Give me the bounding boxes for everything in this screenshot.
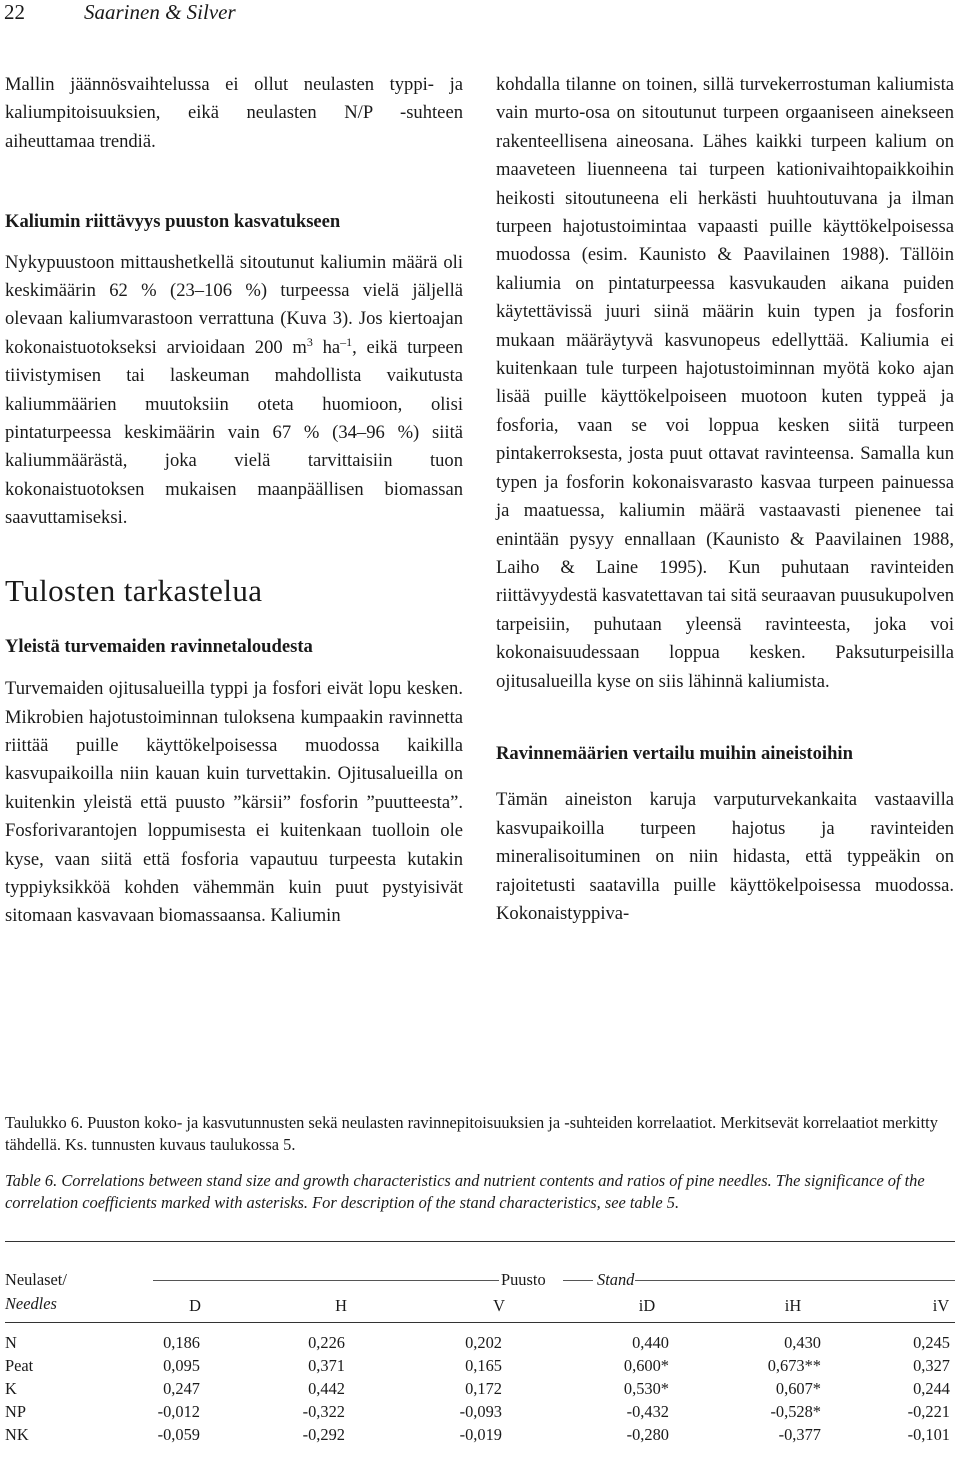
row-label: NP bbox=[5, 1402, 26, 1421]
table-cell: 0,172 bbox=[465, 1379, 502, 1398]
table-cell: 0,165 bbox=[465, 1356, 502, 1375]
table-cell: 0,226 bbox=[308, 1333, 345, 1352]
table-cell: 0,600* bbox=[623, 1356, 669, 1375]
row-label: NK bbox=[5, 1425, 29, 1444]
row-label: Peat bbox=[5, 1356, 34, 1375]
table-header bbox=[5, 1242, 955, 1315]
paragraph: Tämän aineiston karuja varputurvekankaita vastaavilla kasvupaikoilla turpeen hajotus ja ravinteiden mineralisoituminen on niin hidasta, että typpeäkin on rajoitetusti saatavilla puille käyttökelpoisessa muodossa. Kokonaistyppiva- bbox=[496, 789, 954, 924]
table-cell: -0,012 bbox=[157, 1402, 200, 1421]
correlation-table bbox=[5, 1241, 955, 1446]
table-cell: -0,101 bbox=[907, 1425, 950, 1444]
table-cell: -0,221 bbox=[907, 1402, 950, 1421]
table-cell: -0,019 bbox=[459, 1425, 502, 1444]
table-cell: 0,530* bbox=[623, 1379, 669, 1398]
row-header-en: Needles bbox=[5, 1294, 57, 1313]
col-header: V bbox=[493, 1296, 505, 1315]
section-heading: Yleistä turvemaiden ravinnetaloudesta bbox=[5, 635, 313, 657]
group-label-en: Stand bbox=[597, 1270, 635, 1289]
table-row bbox=[5, 1354, 955, 1377]
table-cell: 0,202 bbox=[465, 1333, 502, 1352]
main-heading: Tulosten tarkastelua bbox=[5, 572, 263, 608]
table-cell: -0,280 bbox=[626, 1425, 669, 1444]
table-cell: -0,432 bbox=[626, 1402, 669, 1421]
running-head-authors: Saarinen & Silver bbox=[84, 0, 236, 24]
table-row bbox=[5, 1331, 955, 1354]
col-header: iD bbox=[638, 1296, 656, 1315]
page-number: 22 bbox=[4, 0, 25, 24]
table-cell: 0,186 bbox=[163, 1333, 200, 1352]
table-cell: 0,371 bbox=[308, 1356, 345, 1375]
row-label: K bbox=[5, 1379, 17, 1398]
paragraph: kohdalla tilanne on toinen, sillä turvekerrostuman kaliumista vain murto-osa on sitoutunut turpeen orgaaniseen ainekseen rakenteellisena aineosana. Lähes kaikki turpeen kalium on maaveteen liuenneena tai turpeen kationivaihtopaikkoihin heikosti sitoutuneena eli herkästi huuhtoutuvana ja ilman turpeen hajotustoimintaa vapaasti puille käyttökelpoisessa muodossa (esim. Kaunisto & Paavilainen 1988). Tällöin kaliumia on pintaturpeessa kasvukauden aikana puiden käytettävissä juuri siinä määrin kuin typen ja fosforin mukaan määräytyvä kasvunopeus edellyttää. Kaliumia ei kuitenkaan tule turpeen hajotustoiminnan myötä koko ajan lisää puille käyttökelpoiseen muotoon kuten typpeä ja fosforia, vaan se voi loppua kesken siitä turpeen pintakerroksesta, josta puut ottavat ravinteensa. Samalla kun typen ja fosforin kokonaisvarasto kasvaa turpeen painuessa ja maatuessa, kaliumin määrä vastaavasti pienenee tai enintään pysyy ennallaan (Kaunisto & Paavilainen 1988, Laiho & Laine 1995). Kun puhutaan ravinteiden riittävyydestä kasvatettavan tai sitä seuraavan puusukupolven tarpeisiin, puhutaan yleensä ravinteesta, joka voi kokonaisuudessaan loppua kesken. Paksuturpeisilla ojitusalueilla kyse on siis lähinnä kaliumista. bbox=[496, 74, 954, 692]
paragraph: Mallin jäännösvaihtelussa ei ollut neulasten typpi- ja kaliumpitoisuuksien, eikä neulasten N/P -suhteen aiheuttamaa trendiä. bbox=[5, 74, 463, 152]
col-header: D bbox=[189, 1296, 201, 1315]
table-row bbox=[5, 1400, 955, 1423]
table-cell: 0,440 bbox=[632, 1333, 669, 1352]
col-header: H bbox=[335, 1296, 347, 1315]
section-heading: Ravinnemäärien vertailu muihin aineistoihin bbox=[496, 742, 853, 764]
table-cell: -0,059 bbox=[157, 1425, 200, 1444]
table-caption-finnish: Taulukko 6. Puuston koko- ja kasvutunnusten sekä neulasten ravinnepitoisuuksien ja -suhteiden korrelaatiot. Merkitsevät korrelaatiot merkitty tähdellä. Ks. tunnusten kuvaus taulukossa 5. bbox=[5, 1113, 938, 1154]
table-cell: 0,244 bbox=[913, 1379, 950, 1398]
col-header: iV bbox=[932, 1296, 950, 1315]
right-column bbox=[496, 71, 954, 928]
running-head bbox=[4, 0, 236, 24]
table-cell: 0,673** bbox=[767, 1356, 821, 1375]
row-label: N bbox=[5, 1333, 17, 1352]
table-cell: 0,095 bbox=[163, 1356, 200, 1375]
table-cell: -0,093 bbox=[459, 1402, 502, 1421]
table-cell: 0,327 bbox=[913, 1356, 950, 1375]
left-column bbox=[5, 71, 463, 931]
section-heading: Kaliumin riittävyys puuston kasvatukseen bbox=[5, 211, 341, 233]
group-rule-mid bbox=[563, 1280, 593, 1281]
table-cell: 0,430 bbox=[784, 1333, 821, 1352]
table-cell: -0,292 bbox=[302, 1425, 345, 1444]
table-cell: 0,442 bbox=[308, 1379, 345, 1398]
group-rule-right bbox=[635, 1280, 955, 1281]
table-cell: 0,607* bbox=[775, 1379, 821, 1398]
table-body bbox=[5, 1331, 955, 1446]
table-cell: -0,377 bbox=[778, 1425, 821, 1444]
group-rule-left bbox=[153, 1280, 499, 1281]
paragraph: Turvemaiden ojitusalueilla typpi ja fosfori eivät lopu kesken. Mikrobien hajotustoiminnan tuloksena kumpaakin ravinnetta riittää puille käyttökelpoisessa muodossa kaikilla kasvupaikoilla niin kauan kuin turvettakin. Ojitusalueilla on kuitenkin yleistä että puusto ”kärsii” fosforin ”puutteesta”. Fosforivarantojen loppumisesta ei kuitenkaan tuolloin ole kyse, vaan siitä että fosforia vapautuu turpeesta kutakin typpiyksikköä kohden vähemmän kuin puut pystyisivät sitomaan kasvavaan biomassaansa. Kaliumin bbox=[5, 678, 463, 927]
table-cell: 0,245 bbox=[913, 1333, 950, 1352]
table-cell: -0,528* bbox=[770, 1402, 821, 1421]
table-row bbox=[5, 1377, 955, 1400]
group-label-fi: Puusto bbox=[501, 1270, 546, 1289]
paragraph: Nykypuustoon mittaushetkellä sitoutunut kaliumin määrä oli keskimäärin 62 % (23–106 %) turpeessa vielä jäljellä olevaan kaliumvarastoon verrattuna (Kuva 3). Jos kiertoajan kokonaistuotokseksi arvioidaan 200 $m^3$ $ha^{-1}$, eikä turpeen tiivistymisen tai laskeuman mahdollista vaikutusta kaliummäärien muutoksiin oteta huomioon, olisi pintaturpeessa keskimäärin vain 67 % (34–96 %) siitä kaliummäärästä, joka vielä tarvittaisiin tuon kokonaistuotoksen mukaisen maanpäällisen biomassan saavuttamiseksi. bbox=[5, 251, 464, 529]
table-row bbox=[5, 1423, 955, 1446]
row-header-fi: Neulaset/ bbox=[5, 1270, 67, 1289]
table-cell: -0,322 bbox=[302, 1402, 345, 1421]
table-caption-english: Table 6. Correlations between stand size and growth characteristics and nutrient contents and ratios of pine needles. The significance of the correlation coefficients marked with asterisks. For description of the stand characteristics, see table 5. bbox=[5, 1171, 925, 1212]
table-cell: 0,247 bbox=[163, 1379, 200, 1398]
col-header: iH bbox=[784, 1296, 802, 1315]
